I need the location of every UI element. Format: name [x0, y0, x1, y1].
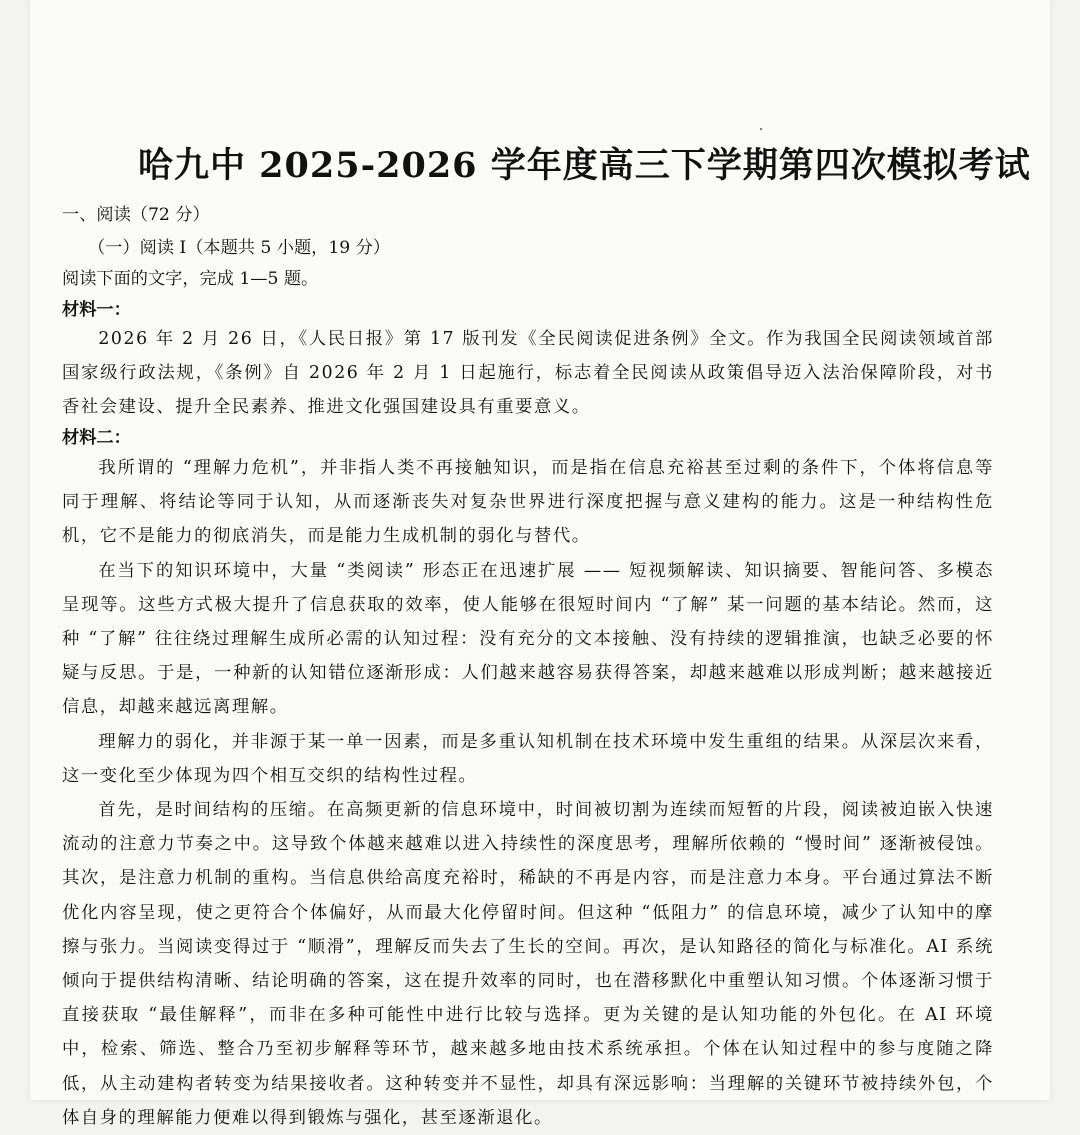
reading-instruction: 阅读下面的文字，完成 1—5 题。 — [62, 269, 319, 289]
material2-label: 材料二： — [62, 428, 131, 448]
material1-paragraph: 2026 年 2 月 26 日，《人民日报》第 17 版刊发《全民阅读促进条例》全文。作为我国全民阅读领域首部国家级行政法规，《条例》自 2026 年 2 月 1 日起施行，标志着全民阅读从政策倡导迈入法治保障阶段，对书香社会建设、提升全民素养、推进文化强国建设具有重要意义。 — [62, 329, 994, 418]
material2-paragraph-3: 理解力的弱化，并非源于某一单一因素，而是多重认知机制在技术环境中发生重组的结果。从深层次来看，这一变化至少体现为四个相互交织的结构性过程。 — [62, 731, 994, 786]
material2-paragraph-1: 我所谓的 “理解力危机”，并非指人类不再接触知识，而是指在信息充裕甚至过剩的条件下，个体将信息等同于理解、将结论等同于认知，从而逐渐丧失对复杂世界进行深度把握与意义建构的能力。这是一种结构性危机，它不是能力的彻底消失，而是能力生成机制的弱化与替代。 — [62, 458, 994, 547]
speck — [760, 128, 762, 130]
material1-body — [62, 322, 994, 425]
material1-label: 材料一： — [62, 300, 131, 320]
material2-paragraph-2: 在当下的知识环境中，大量 “类阅读” 形态正在迅速扩展 —— 短视频解读、知识摘要、智能问答、多模态呈现等。这些方式极大提升了信息获取的效率，使人能够在很短时间内 “了解” 某一问题的基本结论。然而，这种 “了解” 往往绕过理解生成所必需的认知过程：没有充分的文本接触、没有持续的逻辑推演，也缺乏必要的怀疑与反思。于是，一种新的认知错位逐渐形成：人们越来越容易获得答案，却越来越难以形成判断；越来越接近信息，却越来越远离理解。 — [62, 560, 994, 718]
material2-body — [62, 451, 994, 1135]
material2-paragraph-4: 首先，是时间结构的压缩。在高频更新的信息环境中，时间被切割为连续而短暂的片段，阅读被迫嵌入快速流动的注意力节奏之中。这导致个体越来越难以进入持续性的深度思考，理解所依赖的 “慢时间” 逐渐被侵蚀。其次，是注意力机制的重构。当信息供给高度充裕时，稀缺的不再是内容，而是注意力本身。平台通过算法不断优化内容呈现，使之更符合个体偏好，从而最大化停留时间。但这种 “低阻力” 的信息环境，减少了认知中的摩擦与张力。当阅读变得过于 “顺滑”，理解反而失去了生长的空间。再次，是认知路径的简化与标准化。AI 系统倾向于提供结构清晰、结论明确的答案，这在提升效率的同时，也在潜移默化中重塑认知习惯。个体逐渐习惯于直接获取 “最佳解释”，而非在多种可能性中进行比较与选择。更为关键的是认知功能的外包化。在 AI 环境中，检索、筛选、整合乃至初步解释等环节，越来越多地由技术系统承担。个体在认知过程中的参与度随之降低，从主动建构者转变为结果接收者。这种转变并不显性，却具有深远影响：当理解的关键环节被持续外包，个体自身的理解能力便难以得到锻炼与强化，甚至逐渐退化。 — [62, 800, 994, 1128]
section-heading: 一、阅读（72 分） — [62, 205, 210, 225]
section-subheading: （一）阅读 I（本题共 5 小题，19 分） — [88, 238, 391, 258]
exam-title: 哈九中 2025-2026 学年度高三下学期第四次模拟考试 — [138, 145, 1031, 186]
